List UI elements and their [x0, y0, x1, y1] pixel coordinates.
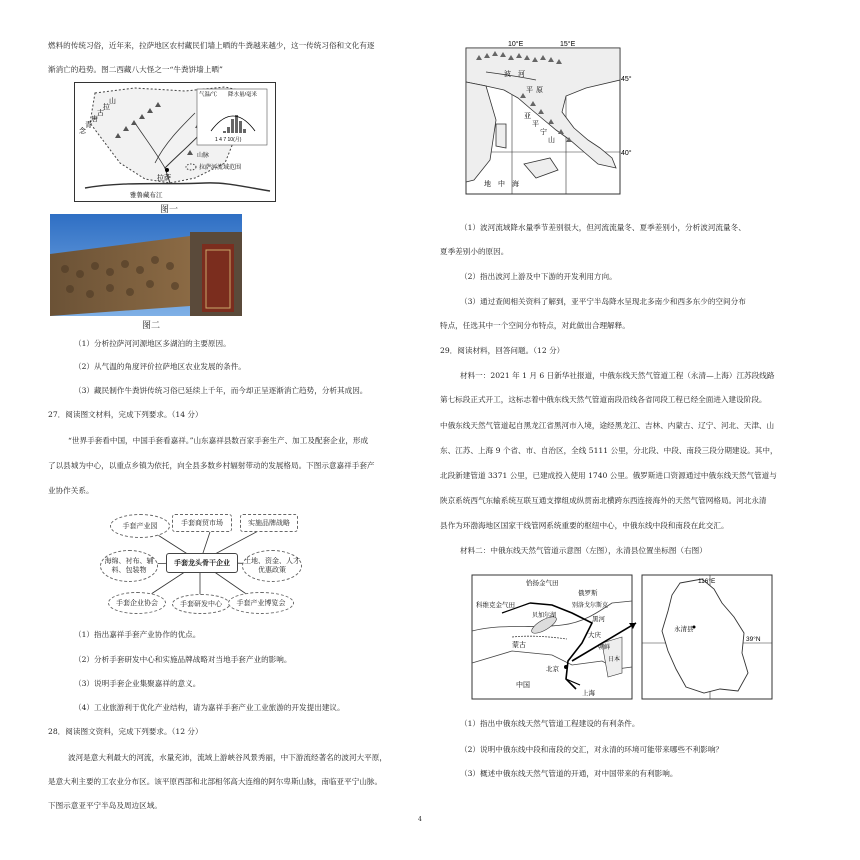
map-label: 亚: [524, 113, 531, 120]
question-text: （2）指出波河上游及中下游的开发利用方向。: [460, 272, 617, 281]
node-policy: 土地、资金、人才优惠政策: [242, 550, 302, 582]
map-label: 中: [498, 181, 505, 188]
pipeline-maps: [472, 573, 832, 701]
page-number: 4: [418, 816, 422, 823]
map-label: 别洛戈尔斯克: [572, 603, 609, 609]
chart-ylabel: 气温/℃: [199, 92, 218, 98]
map-label: 上海: [582, 690, 595, 697]
question-text: （1）波河流域降水量季节差别很大，但河流流量冬、夏季差别小，分析波河流量冬、: [460, 223, 746, 232]
map-label: 恰扬金气田: [526, 580, 559, 587]
question-title: 29．阅读材料，回答问题。（12 分）: [440, 346, 565, 355]
question-text: （1）指出中俄东线天然气管道工程建设的有利条件。: [460, 719, 640, 728]
material-text: 材料二：中俄东线天然气管道示意图（左图），永清县位置坐标图（右图）: [460, 546, 707, 555]
question-text: 特点，任选其中一个空间分布特点，对此做出合理解释。: [440, 321, 630, 330]
map-label: 大庆: [588, 632, 601, 639]
map-label: 地: [484, 181, 491, 188]
map-label: 平: [526, 87, 533, 94]
map-label: 宁: [540, 129, 547, 136]
map-label: 北京: [546, 666, 559, 673]
material-text: 中俄东线天然气管道起自黑龙江省黑河市入境，途经黑龙江、吉林、内蒙古、辽宁、河北、天津、山: [440, 421, 775, 430]
question-text: （2）从气温的角度评价拉萨地区农业发展的条件。: [74, 362, 246, 371]
node-rd-center: 手套研发中心: [172, 594, 230, 614]
italy-map: [466, 40, 632, 194]
question-text: （2）说明中俄东线中段和南段的交汇，对永清的环境可能带来哪些不利影响？: [460, 745, 724, 754]
map-label: 永清县: [674, 626, 694, 633]
material-text: 第七标段正式开工，这标志着中俄东线天然气管道南段沿线各省同段工程已经全面进入建设阶段。: [440, 395, 767, 404]
map-label: 原: [536, 87, 543, 94]
lat-label: 40°: [621, 150, 632, 157]
map-label: 黑河: [592, 616, 605, 623]
map-label: 山: [548, 137, 555, 144]
lon-label: 10°E: [508, 41, 524, 48]
map-label: 贝加尔湖: [532, 613, 557, 619]
map-label: 日本: [608, 657, 621, 663]
chart-ylabel2: 降水量/毫米: [228, 92, 258, 98]
question-text: 夏季差别小的原因。: [440, 247, 509, 256]
paragraph-text: “世界手套看中国，中国手套看嘉祥。”山东嘉祥县数百家手套生产、加工及配套企业，形成: [68, 436, 369, 445]
map-label: 古: [97, 110, 104, 117]
node-leading-enterprise: 手套龙头骨干企业: [166, 553, 238, 573]
paragraph-text: 业协作关系。: [48, 486, 94, 495]
map-label: 俄罗斯: [578, 590, 598, 597]
node-expo: 手套产业博览会: [228, 592, 294, 614]
lat-label: 39°N: [746, 636, 761, 643]
map-label: 科维克金气田: [476, 602, 515, 609]
lhasa-basin-map: [74, 82, 276, 202]
paragraph-text: 是意大利主要的工农业分布区。该平原西部和北部相邻高大连绵的阿尔卑斯山脉，南临亚平宁山脉。: [48, 777, 383, 786]
material-text: 材料一：2021 年 1 月 6 日新华社报道，中俄东线天然气管道工程（永清—上海）江苏段线路: [460, 371, 775, 380]
chart-xlabel: 1 4 7 10(月): [215, 137, 242, 143]
material-text: 县作为环渤海地区国家干线管网系统重要的枢纽中心，中俄东线中段和南段在此交汇。: [440, 521, 729, 530]
question-title: 27．阅读图文材料，完成下列要求。（14 分）: [48, 410, 203, 419]
legend-basin: 拉萨河流域范围: [199, 165, 242, 171]
paragraph-text: 燃料的传统习俗，近年来，拉萨地区农村藏民们墙上晒的牛粪越来越少，这一传统习俗和文化有逐: [48, 41, 375, 50]
node-industrial-park: 手套产业园: [110, 514, 170, 538]
map-label: 蒙古: [512, 642, 526, 649]
question-text: （1）指出嘉祥手套产业协作的优点。: [74, 630, 201, 639]
question-text: （4）工业旅游利于优化产业结构，请为嘉祥手套产业工业旅游的开发提出建议。: [74, 703, 345, 712]
paragraph-text: 渐消亡的趋势。图二西藏八大怪之一“牛粪饼墙上晒”: [48, 65, 223, 74]
node-materials: 海绵、衬布、辅料、包装物: [100, 550, 158, 582]
question-text: （3）概述中俄东线天然气管道的开通，对中国带来的有利影响。: [460, 769, 678, 778]
map-label: 青: [85, 122, 92, 129]
paragraph-text: 下图示意亚平宁半岛及周边区域。: [48, 801, 162, 810]
map-label: 平: [532, 121, 539, 128]
node-association: 手套企业协会: [108, 592, 166, 614]
question-text: （1）分析拉萨河河源地区多湖泊的主要原因。: [74, 339, 231, 348]
figure-caption: 图二: [142, 320, 161, 330]
node-trade-market: 手套商贸市场: [172, 514, 232, 532]
legend-mountain: 山脉: [197, 153, 210, 159]
lon-label: 116°E: [698, 578, 716, 585]
question-text: （3）说明手套企业集聚嘉祥的意义。: [74, 679, 201, 688]
question-text: （2）分析手套研发中心和实施品牌战略对当地手套产业的影响。: [74, 655, 292, 664]
map-label: 拉: [103, 104, 110, 111]
dung-wall-photo: [50, 214, 242, 316]
paragraph-text: 了以县城为中心，以重点乡镇为依托，向全县多数乡村辐射带动的发展格局。下图示意嘉祥手套产: [48, 461, 375, 470]
question-text: （3）藏民制作牛粪饼传统习俗已延续上千年，而今却正呈逐渐消亡趋势，分析其成因。: [74, 386, 368, 395]
industry-diagram: [100, 510, 300, 615]
map-label: 山: [109, 98, 116, 105]
river-label: 雅鲁藏布江: [130, 192, 163, 199]
material-text: 东、江苏、上海 9 个省、市、自治区，全线 5111 公里，分北段、中段、南段三段分期建设。其中，: [440, 446, 778, 455]
material-text: 北段新建管道 3371 公里，已建成投入使用 1740 公里。俄罗斯进口资源通过中俄东线天然气管道与: [440, 471, 777, 480]
figure-caption: 图一: [160, 204, 179, 214]
question-title: 28．阅读图文资料，完成下列要求。（12 分）: [48, 727, 203, 736]
material-text: 陕京系统西气东输系统互联互通支撑组成纵贯南北横跨东西连接海外的天然气管网格局。河北永清: [440, 496, 767, 505]
lat-label: 45°: [621, 76, 632, 83]
map-label: 朝鲜: [598, 645, 611, 651]
map-label: 中国: [516, 682, 530, 689]
map-label: 河: [518, 71, 525, 78]
node-brand-strategy: 实施品牌战略: [240, 514, 298, 532]
map-label: 唐: [91, 116, 98, 123]
map-label: 海: [512, 181, 519, 188]
lon-label: 15°E: [560, 41, 576, 48]
map-label: 念: [79, 128, 86, 135]
question-text: （3）通过查阅相关资料了解到，亚平宁半岛降水呈现北多南少和西多东少的空间分布: [460, 297, 746, 306]
lhasa-label: 拉萨: [157, 175, 171, 182]
paragraph-text: 波河是意大利最大的河流，水量充沛，流域上游峡谷风景秀丽，中下游流经著名的波河大平原，: [68, 753, 387, 762]
map-label: 波: [504, 71, 511, 78]
